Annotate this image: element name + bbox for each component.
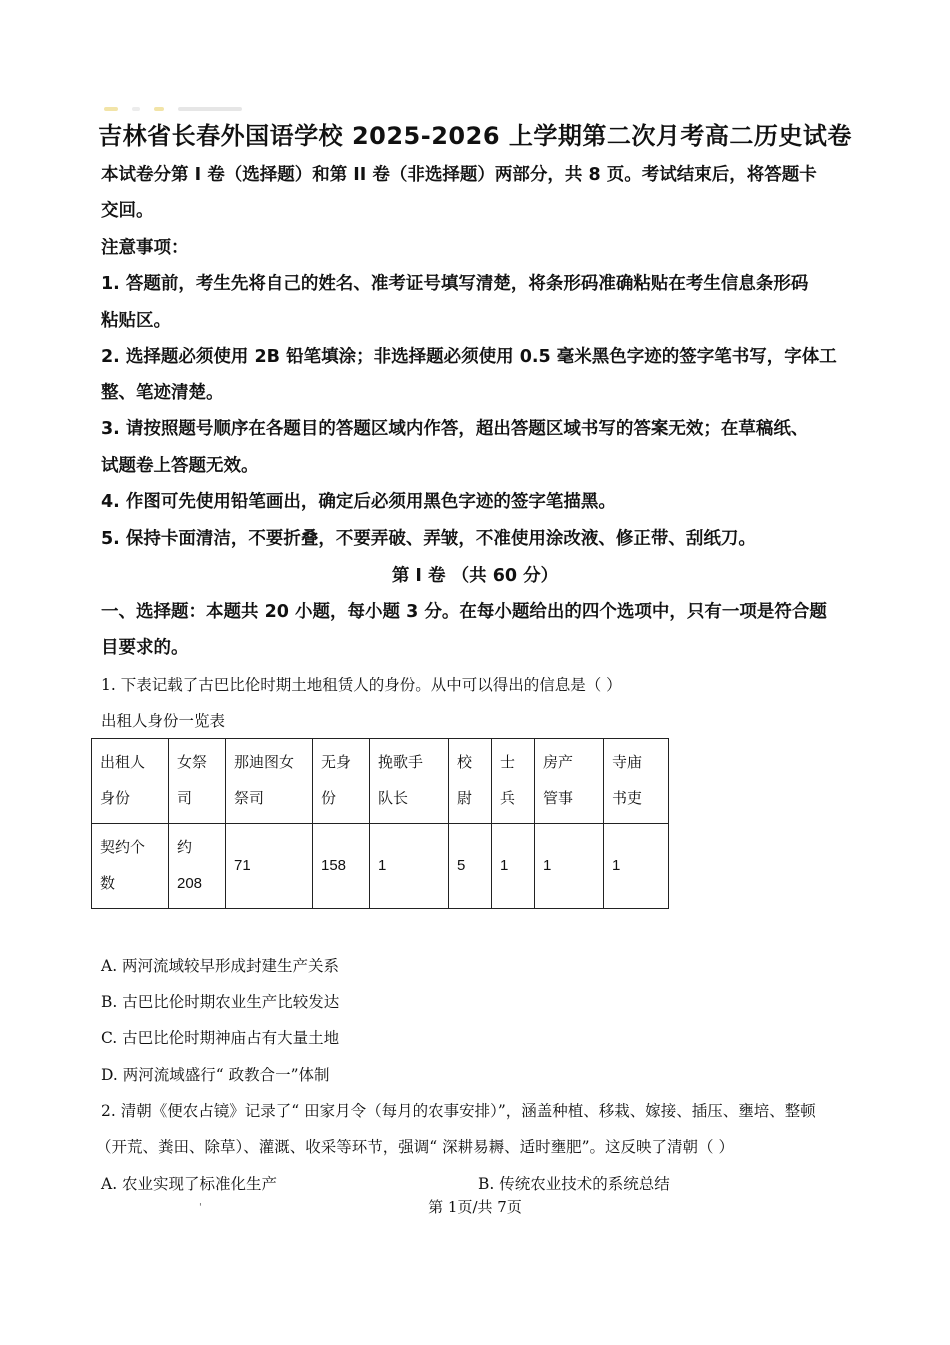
table-cell: 出租人 身份	[92, 739, 169, 824]
question-1-option-d: D. 两河流域盛行“ 政教合一”体制	[101, 1066, 330, 1084]
intro-line-2: 交回。	[101, 201, 154, 221]
notice-item: 2. 选择题必须使用 2B 铅笔填涂；非选择题必须使用 0.5 毫米黑色字迹的签字笔书写，字体工	[101, 347, 837, 367]
table-cell: 1	[492, 824, 535, 909]
section-title: 第 I 卷 （共 60 分）	[391, 566, 559, 586]
question-1-option-c: C. 古巴比伦时期神庙占有大量土地	[101, 1029, 340, 1047]
table-cell: 校 尉	[449, 739, 492, 824]
notice-item: 粘贴区。	[101, 311, 171, 331]
notice-item: 1. 答题前，考生先将自己的姓名、准考证号填写清楚，将条形码准确粘贴在考生信息条形码	[101, 274, 809, 294]
table-caption: 出租人身份一览表	[101, 712, 226, 730]
table-cell: 158	[313, 824, 370, 909]
page-footer: 第 1页/共 7页	[428, 1198, 522, 1216]
header-logo-strip	[104, 96, 294, 104]
table-cell: 5	[449, 824, 492, 909]
section-instruction-2: 目要求的。	[101, 638, 189, 658]
notice-item: 4. 作图可先使用铅笔画出，确定后必须用黑色字迹的签字笔描黑。	[101, 492, 616, 512]
table-cell: 1	[604, 824, 669, 909]
table-cell: 71	[226, 824, 313, 909]
notice-item: 试题卷上答题无效。	[101, 456, 259, 476]
table-cell: 寺庙 书吏	[604, 739, 669, 824]
table-cell: 约 208	[169, 824, 226, 909]
table-cell: 士 兵	[492, 739, 535, 824]
table-cell: 1	[535, 824, 604, 909]
notice-item: 5. 保持卡面清洁，不要折叠，不要弄破、弄皱，不准使用涂改液、修正带、刮纸刀。	[101, 529, 756, 549]
scan-speck: '	[199, 1202, 202, 1213]
notice-item: 整、笔迹清楚。	[101, 383, 224, 403]
question-2-option-a: A. 农业实现了标准化生产	[101, 1175, 278, 1193]
table-cell: 契约个 数	[92, 824, 169, 909]
table-cell: 那迪图女 祭司	[226, 739, 313, 824]
notice-heading: 注意事项：	[101, 238, 189, 258]
question-1-option-a: A. 两河流域较早形成封建生产关系	[101, 957, 340, 975]
lessor-identity-table	[91, 738, 669, 909]
question-1-stem: 1. 下表记载了古巴比伦时期土地租赁人的身份。从中可以得出的信息是（ ）	[101, 676, 622, 694]
table-cell: 房产 管事	[535, 739, 604, 824]
question-1-option-b: B. 古巴比伦时期农业生产比较发达	[101, 993, 340, 1011]
question-2-stem-line-1: 2. 清朝《便农占镜》记录了“ 田家月令（每月的农事安排）”，涵盖种植、移栽、嫁接、插压、壅培、整顿	[101, 1102, 816, 1120]
table-cell: 女祭 司	[169, 739, 226, 824]
table-cell: 挽歌手 队长	[370, 739, 449, 824]
table-cell: 无身 份	[313, 739, 370, 824]
table-row	[92, 824, 669, 909]
question-2-option-b: B. 传统农业技术的系统总结	[478, 1175, 670, 1193]
question-2-stem-line-2: （开荒、粪田、除草）、灌溉、收采等环节，强调“ 深耕易耨、适时壅肥”。这反映了清朝（ ）	[96, 1138, 734, 1156]
table-header-row	[92, 739, 669, 824]
section-instruction-1: 一、选择题：本题共 20 小题，每小题 3 分。在每小题给出的四个选项中，只有一项是符合题	[101, 602, 827, 622]
intro-line-1: 本试卷分第 I 卷（选择题）和第 II 卷（非选择题）两部分，共 8 页。考试结束后，将答题卡	[101, 165, 817, 185]
notice-item: 3. 请按照题号顺序在各题目的答题区域内作答，超出答题区域书写的答案无效；在草稿纸、	[101, 419, 809, 439]
exam-title: 吉林省长春外国语学校 2025-2026 上学期第二次月考高二历史试卷	[98, 122, 852, 150]
table-cell: 1	[370, 824, 449, 909]
